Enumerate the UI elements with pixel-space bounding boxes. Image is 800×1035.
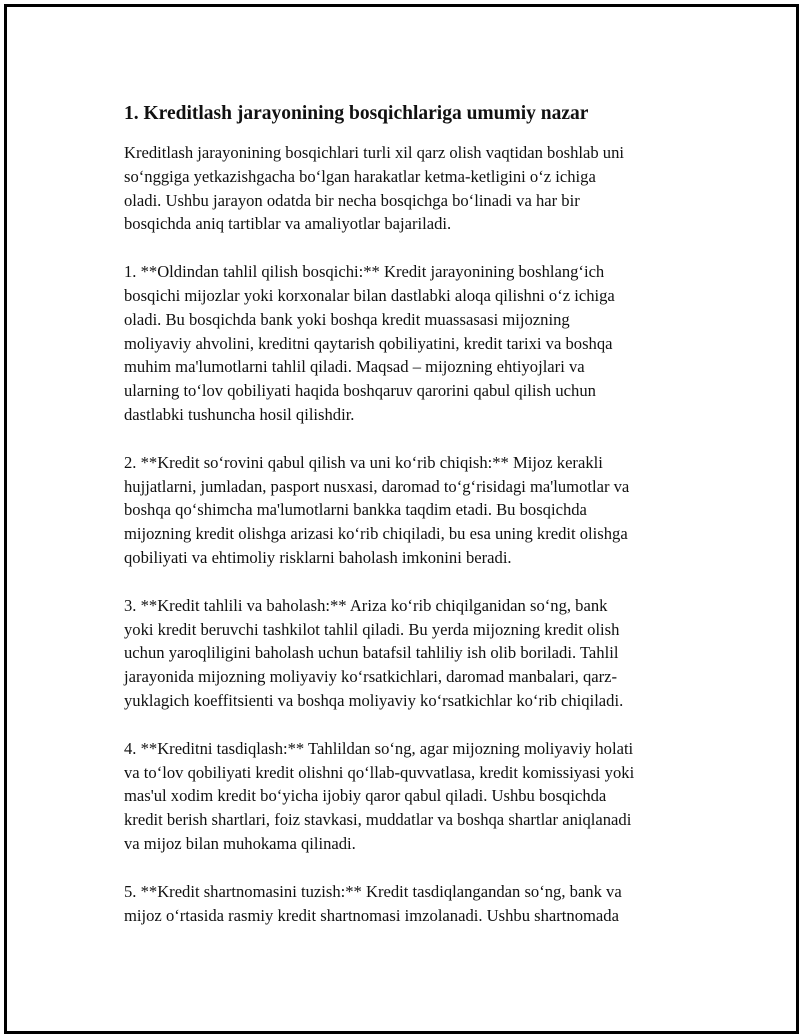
document-body xyxy=(124,101,694,951)
text-line: qobiliyati va ehtimoliy risklarni baholash imkonini beradi. xyxy=(124,547,512,567)
text-line: boshqa qo‘shimcha ma'lumotlarni bankka taqdim etadi. Bu bosqichda xyxy=(124,500,587,520)
text-line: 1. **Oldindan tahlil qilish bosqichi:** Kredit jarayonining boshlang‘ich xyxy=(124,262,605,282)
text-line: muhim ma'lumotlarni tahlil qiladi. Maqsad – mijozning ehtiyojlari va xyxy=(124,357,585,377)
text-line: 2. **Kredit so‘rovini qabul qilish va uni ko‘rib chiqish:** Mijoz kerakli xyxy=(124,452,603,472)
text-line: yuklagich koeffitsienti va boshqa moliyaviy ko‘rsatkichlar ko‘rib chiqiladi. xyxy=(124,690,624,710)
text-line: 5. **Kredit shartnomasini tuzish:** Kredit tasdiqlangandan so‘ng, bank va xyxy=(124,881,622,901)
step-2-paragraph xyxy=(124,451,694,570)
text-line: va mijoz bilan muhokama qilinadi. xyxy=(124,833,356,853)
step-5-paragraph xyxy=(124,880,694,928)
text-line: kredit berish shartlari, foiz stavkasi, muddatlar va boshqa shartlar aniqlanadi xyxy=(124,810,632,830)
text-line: oladi. Ushbu jarayon odatda bir necha bosqichga bo‘linadi va har bir xyxy=(124,190,580,210)
text-line: mijozning kredit olishga arizasi ko‘rib chiqiladi, bu esa uning kredit olishga xyxy=(124,524,628,544)
page-frame xyxy=(4,4,799,1034)
text-line: bosqichi mijozlar yoki korxonalar bilan dastlabki aloqa qilishni o‘z ichiga xyxy=(124,285,615,305)
text-line: dastlabki tushuncha hosil qilishdir. xyxy=(124,404,355,424)
text-line: yoki kredit beruvchi tashkilot tahlil qiladi. Bu yerda mijozning kredit olish xyxy=(124,619,620,639)
text-line: va to‘lov qobiliyati kredit olishni qo‘llab-quvvatlasa, kredit komissiyasi yoki xyxy=(124,762,635,782)
text-line: bosqichda aniq tartiblar va amaliyotlar bajariladi. xyxy=(124,214,452,234)
text-line: moliyaviy ahvolini, kreditni qaytarish qobiliyatini, kredit tarixi va boshqa xyxy=(124,333,613,353)
step-3-paragraph xyxy=(124,594,694,713)
step-4-paragraph xyxy=(124,737,694,856)
text-line: ularning to‘lov qobiliyati haqida boshqaruv qarorini qabul qilish uchun xyxy=(124,381,596,401)
text-line: so‘nggiga yetkazishgacha bo‘lgan harakatlar ketma-ketligini o‘z ichiga xyxy=(124,166,596,186)
intro-paragraph xyxy=(124,141,694,236)
text-line: uchun yaroqliligini baholash uchun batafsil tahliliy ish olib boriladi. Tahlil xyxy=(124,643,619,663)
text-line: oladi. Bu bosqichda bank yoki boshqa kredit muassasasi mijozning xyxy=(124,309,570,329)
text-line: mas'ul xodim kredit bo‘yicha ijobiy qaror qabul qiladi. Ushbu bosqichda xyxy=(124,786,607,806)
text-line: 3. **Kredit tahlili va baholash:** Ariza ko‘rib chiqilganidan so‘ng, bank xyxy=(124,595,608,615)
section-heading: 1. Kreditlash jarayonining bosqichlariga umumiy nazar xyxy=(124,103,589,124)
text-line: 4. **Kreditni tasdiqlash:** Tahlildan so‘ng, agar mijozning moliyaviy holati xyxy=(124,738,634,758)
text-line: mijoz o‘rtasida rasmiy kredit shartnomasi imzolanadi. Ushbu shartnomada xyxy=(124,905,619,925)
text-line: hujjatlarni, jumladan, pasport nusxasi, daromad to‘g‘risidagi ma'lumotlar va xyxy=(124,476,630,496)
step-1-paragraph xyxy=(124,260,694,427)
text-line: jarayonida mijozning moliyaviy ko‘rsatkichlari, daromad manbalari, qarz- xyxy=(124,667,618,687)
text-line: Kreditlash jarayonining bosqichlari turli xil qarz olish vaqtidan boshlab uni xyxy=(124,143,625,162)
